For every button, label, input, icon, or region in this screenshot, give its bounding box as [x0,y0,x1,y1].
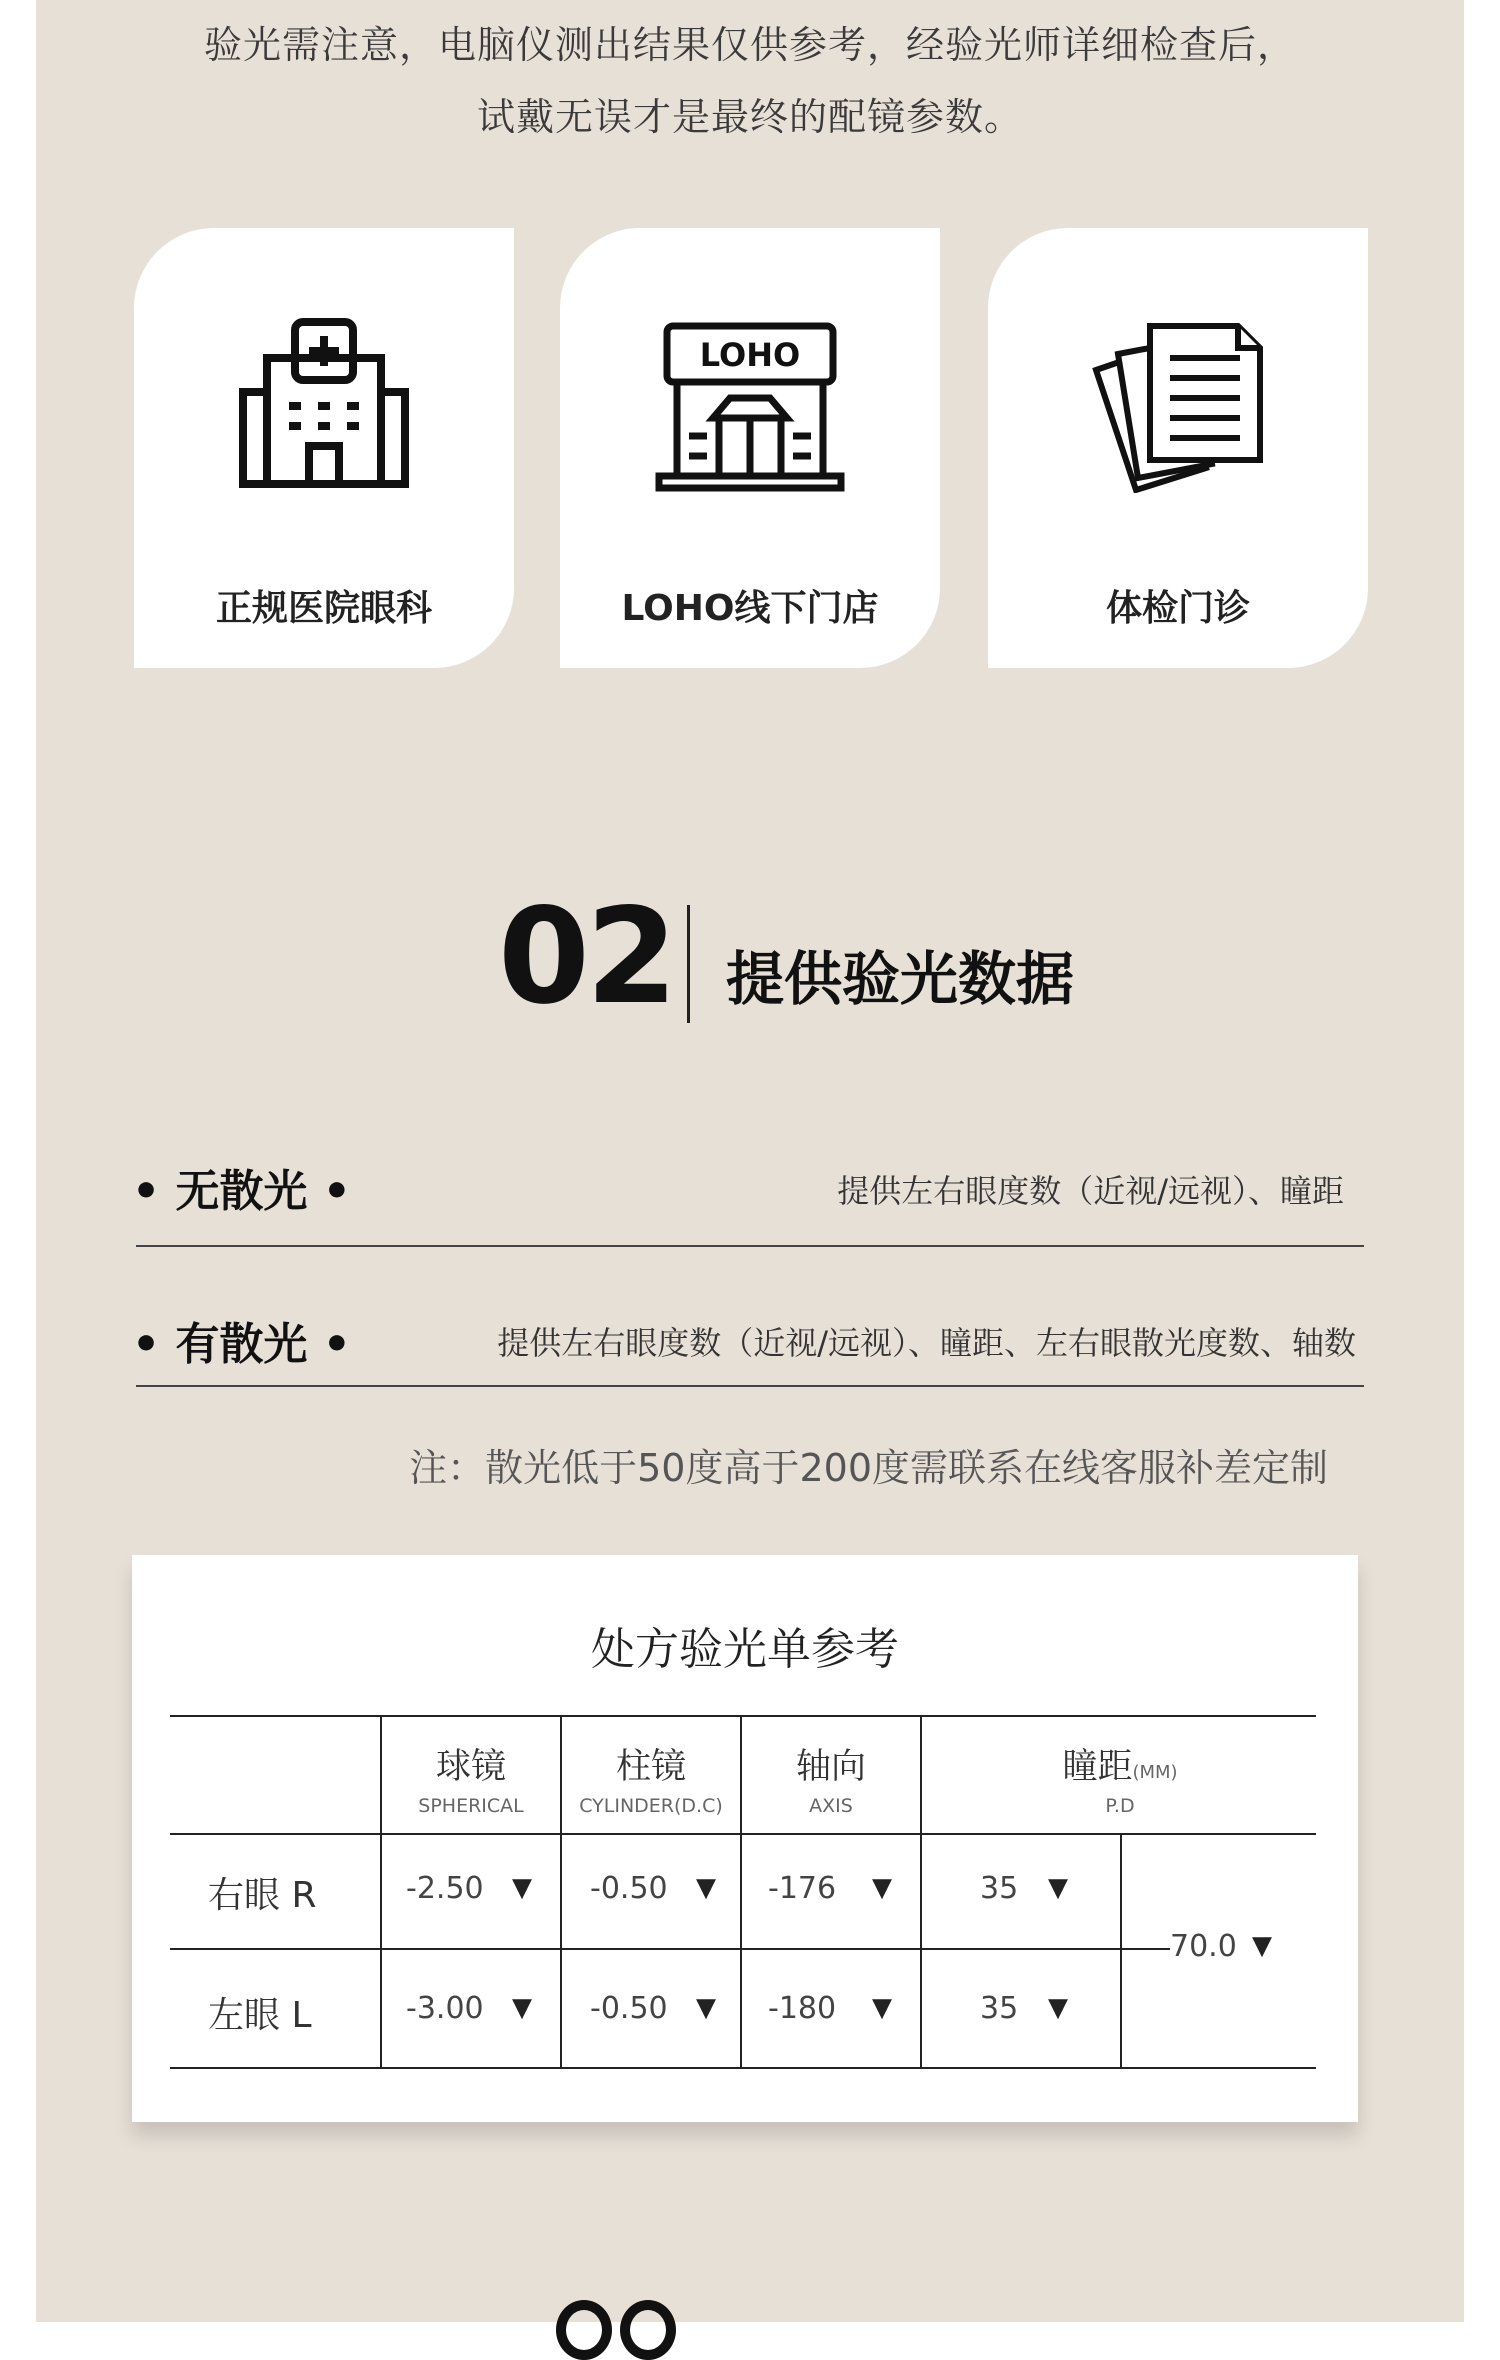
store-sign-text: LOHO [699,336,801,374]
intro-line-2: 试戴无误才是最终的配镜参数。 [476,95,1023,139]
content-panel [36,0,1464,2322]
card-hospital-label: 正规医院眼科 [215,588,432,629]
storefront-icon [655,318,845,493]
chevron-down-icon: ▼ [1048,1873,1068,1903]
table-col-divider-5 [1120,1833,1122,2067]
prescription-card: 处方验光单参考 球镜 SPHERICAL 柱镜 CYLINDER(D.C) 轴向 AXIS 瞳距(MM) P.D 右眼 R 左眼 L -2.50 ▼ -0.50 ▼ -176 ▼ 35 ▼ -3.00 ▼ -0.50 ▼ -180 ▼ 35 ▼ 70.0 ▼ [132,1555,1358,2122]
chevron-down-icon: ▼ [696,1993,716,2023]
chevron-down-icon: ▼ [872,1873,892,1903]
header-axis: 轴向 AXIS [795,1747,866,1817]
next-section-number-partial [556,2300,686,2360]
row-label-left-eye: 左眼 L [208,1995,312,2036]
option-desc-astigmatism: 提供左右眼度数（近视/远视）、瞳距、左右眼散光度数、轴数 [497,1324,1356,1362]
section-number: 02 [498,880,674,1034]
documents-icon [1088,318,1268,493]
card-store [560,228,940,668]
header-spherical: 球镜 SPHERICAL [418,1747,524,1817]
chevron-down-icon: ▼ [872,1993,892,2023]
header-cylinder: 柱镜 CYLINDER(D.C) [579,1747,723,1817]
table-line-bottom [170,2067,1316,2069]
chevron-down-icon: ▼ [512,1993,532,2023]
section-divider [687,905,690,1023]
table-line-header [170,1833,1316,1835]
option-title-astigmatism: • 有散光 • [132,1319,351,1370]
option-title-no-astigmatism: • 无散光 • [132,1166,351,1217]
card-checkup [988,228,1368,668]
card-checkup-label: 体检门诊 [1105,588,1250,629]
card-store-label: LOHO线下门店 [621,588,879,629]
hospital-icon [239,318,409,488]
intro-line-1: 验光需注意，电脑仪测出结果仅供参考，经验光师详细检查后， [203,23,1296,67]
chevron-down-icon: ▼ [1048,1993,1068,2023]
header-pd: 瞳距(MM) P.D [1062,1747,1178,1817]
prescription-title: 处方验光单参考 [591,1624,899,1675]
astigmatism-note: 注：散光低于50度高于200度需联系在线客服补差定制 [409,1446,1328,1490]
option-divider-1 [136,1245,1364,1247]
section-title: 提供验光数据 [726,945,1075,1013]
chevron-down-icon: ▼ [696,1873,716,1903]
table-line-top [170,1715,1316,1717]
chevron-down-icon: ▼ [512,1873,532,1903]
row-label-right-eye: 右眼 R [208,1875,317,1916]
option-desc-no-astigmatism: 提供左右眼度数（近视/远视）、瞳距 [837,1172,1344,1210]
card-hospital [134,228,514,668]
chevron-down-icon: ▼ [1252,1931,1272,1961]
table-line-middle [170,1948,1170,1950]
option-divider-2 [136,1385,1364,1387]
